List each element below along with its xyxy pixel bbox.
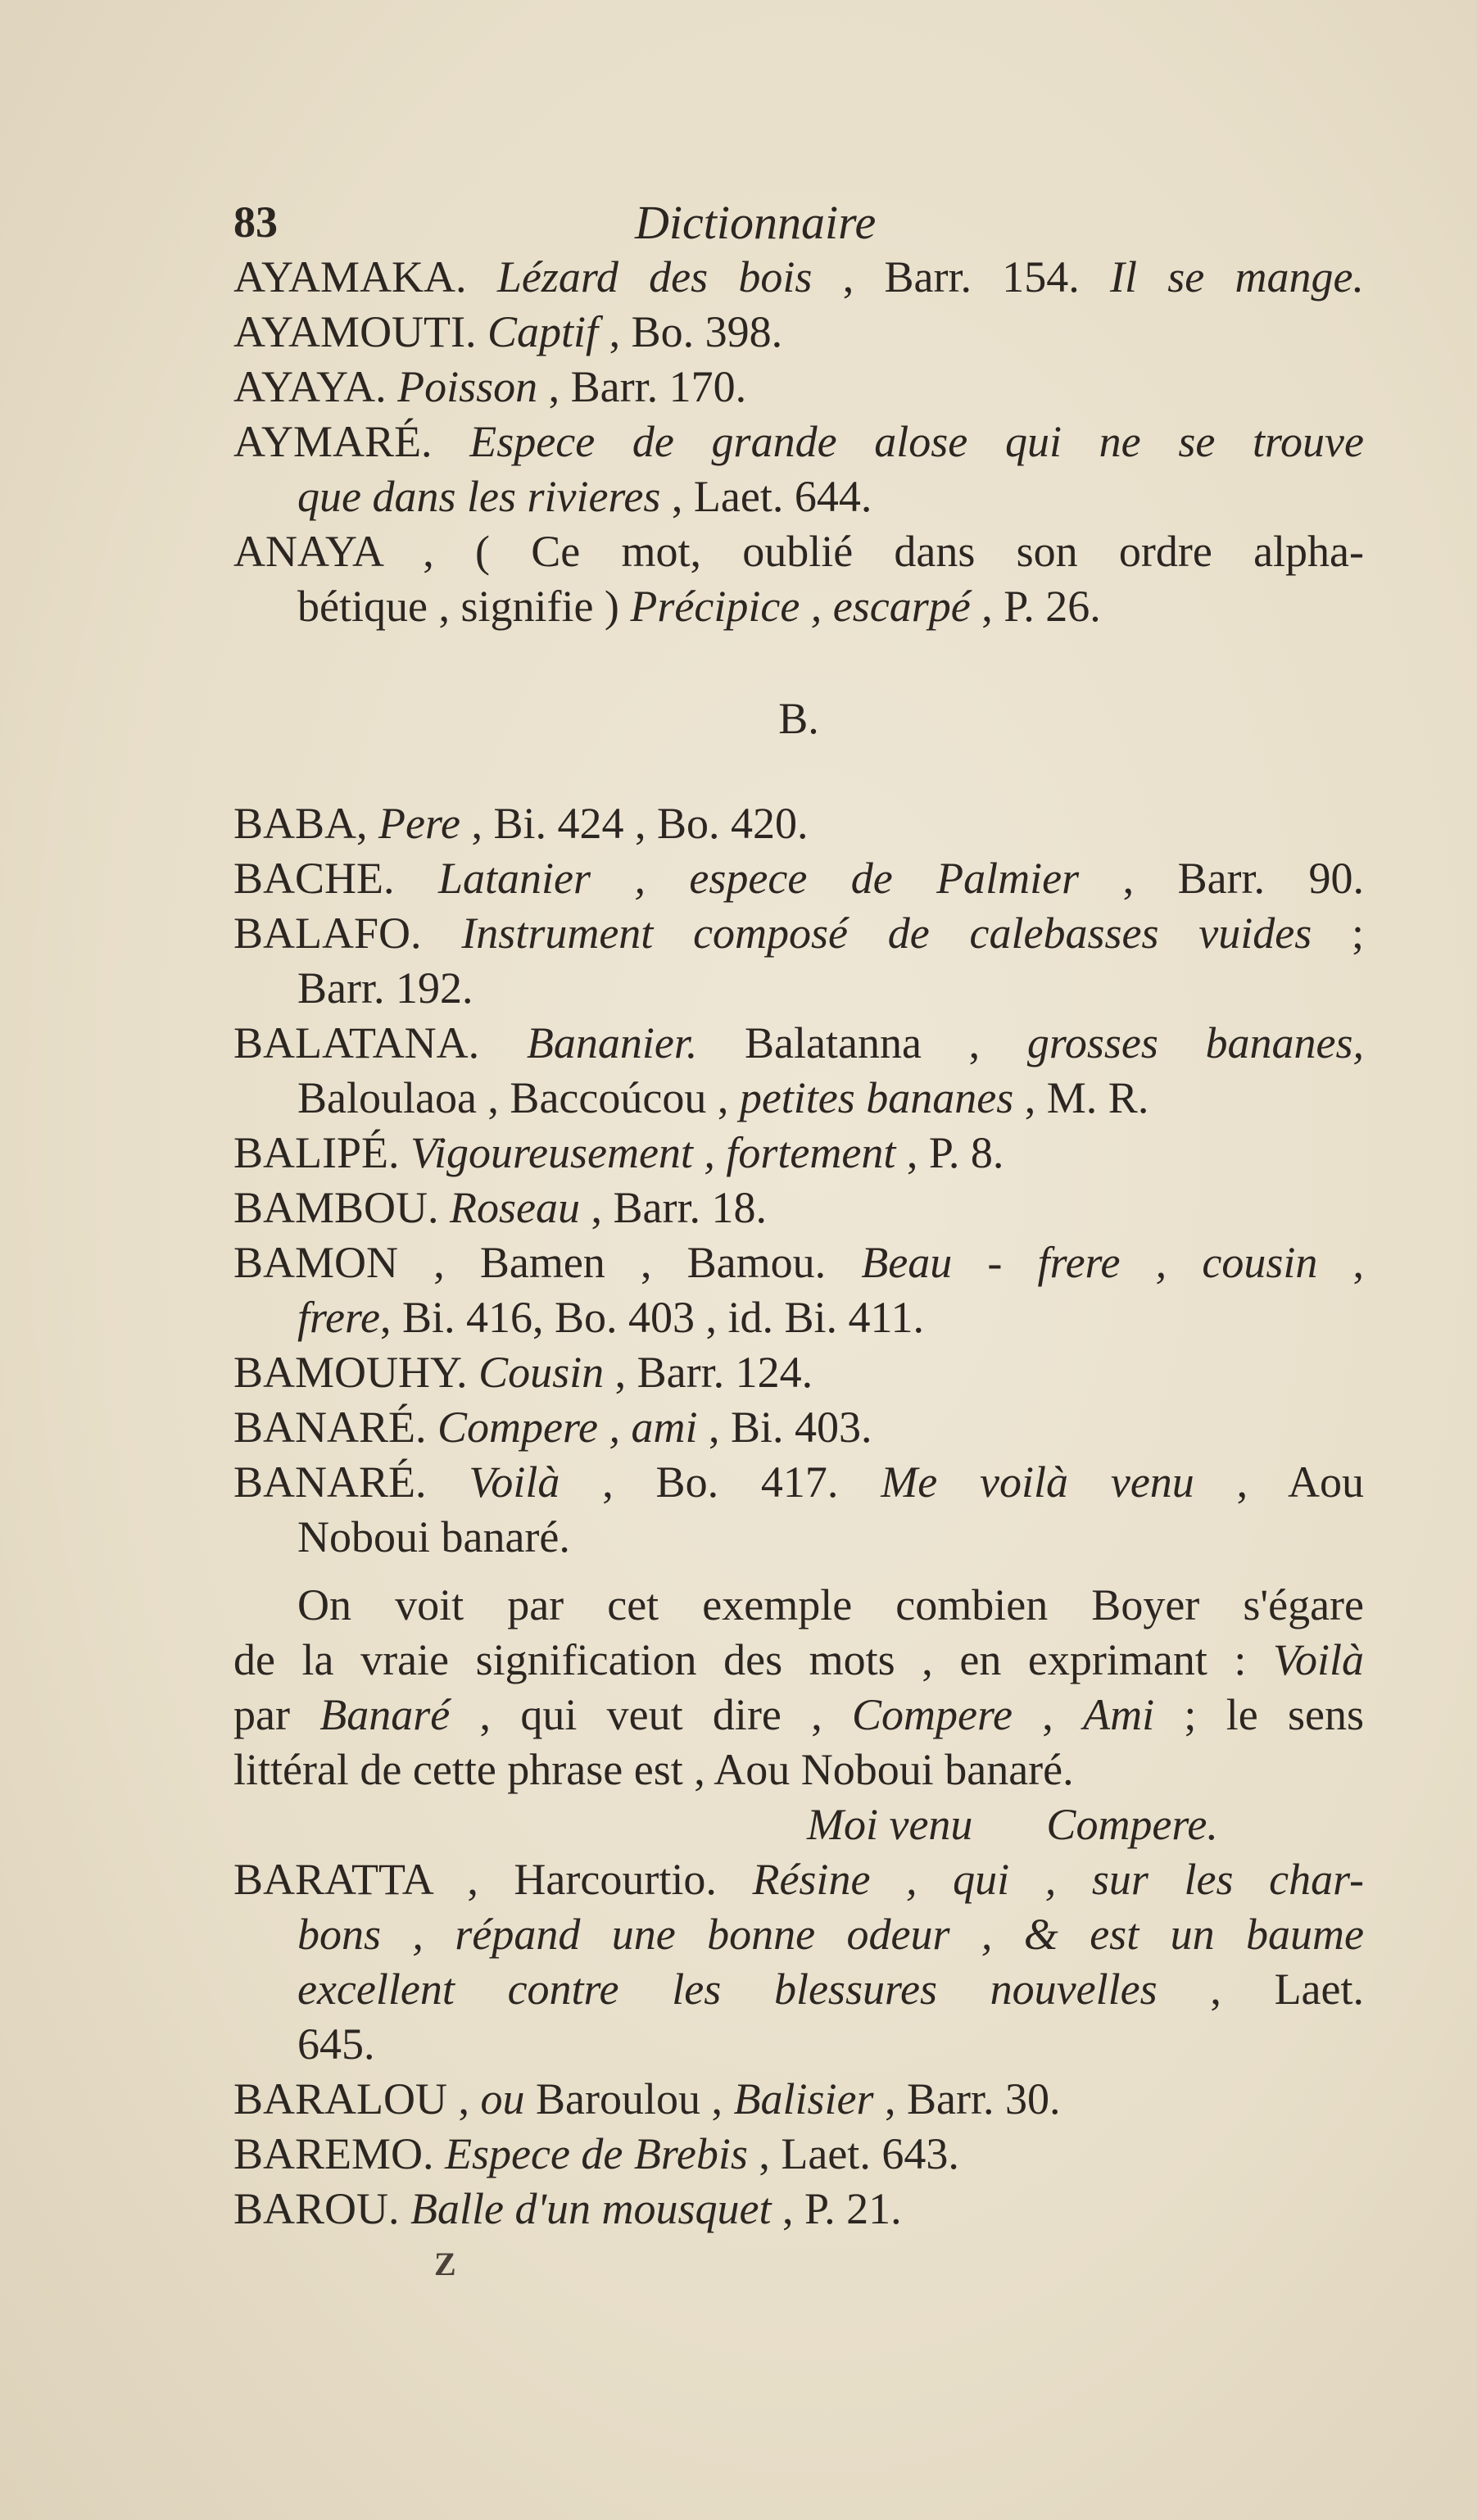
gloss-line (233, 1797, 1364, 1852)
italic-text: Moi venu (807, 1800, 973, 1849)
roman-text: BAMOUHY. (233, 1348, 479, 1397)
entry-line (233, 796, 1364, 851)
italic-text: Balle d'un mousquet (410, 2184, 772, 2233)
printer-signature-mark: Z (434, 2246, 456, 2282)
italic-text: petites bananes (739, 1073, 1014, 1122)
italic-text: grosses bananes, (1026, 1018, 1364, 1067)
italic-text: Voilà (1272, 1635, 1364, 1684)
italic-text: Cousin (478, 1348, 605, 1397)
entry-line (233, 1852, 1364, 1907)
cont-line (233, 469, 1364, 524)
roman-text: On voit par cet exemple combien Boyer s'égare (297, 1580, 1364, 1629)
roman-text: Barr. 192. (297, 963, 473, 1013)
roman-text: ANAYA , ( Ce mot, oublié dans son ordre alpha- (233, 527, 1364, 576)
entry-line (233, 1345, 1364, 1400)
roman-text: , Barr. 154. (812, 252, 1110, 301)
italic-text: Compere (852, 1690, 1013, 1739)
italic-text: bons , répand une bonne odeur , & est un baume (297, 1910, 1364, 1959)
roman-text: Baloulaoa , Baccoúcou , (297, 1073, 740, 1122)
roman-text: , Barr. 170. (537, 362, 747, 411)
roman-text: , P. 21. (771, 2184, 902, 2233)
page-number: 83 (233, 197, 278, 247)
roman-text: AYAYA. (233, 362, 398, 411)
entry-line (233, 250, 1364, 305)
roman-text: ; (1312, 909, 1364, 958)
entry-line (233, 1455, 1364, 1510)
entry-line (233, 851, 1364, 906)
roman-text: Noboui banaré. (297, 1512, 570, 1561)
italic-text: Espece de Brebis (445, 2129, 748, 2178)
italic-text: frere (297, 1293, 380, 1342)
section-heading (233, 691, 1364, 746)
italic-text: Me voilà venu (881, 1457, 1194, 1507)
roman-text: BAMON , Bamen , Bamou. (233, 1238, 862, 1287)
italic-text: ou (480, 2074, 525, 2123)
entry-line (233, 1181, 1364, 1235)
italic-text: Compere , ami (437, 1403, 698, 1452)
italic-text: Lézard des bois (496, 252, 813, 301)
italic-text: Captif (487, 307, 599, 356)
cont-line (233, 1962, 1364, 2017)
cont-line (233, 1510, 1364, 1565)
roman-text: Balatanna , (697, 1018, 1027, 1067)
roman-text: BACHE. (233, 854, 438, 903)
roman-text: BARATTA , Harcourtio. (233, 1855, 753, 1904)
cont-line (233, 1071, 1364, 1126)
cont-line (233, 1907, 1364, 1962)
roman-text: de la vraie signification des mots , en exprimant : (233, 1635, 1273, 1684)
entry-line (233, 1126, 1364, 1181)
roman-text: , Barr. 90. (1079, 854, 1364, 903)
entry-line (233, 524, 1364, 579)
entry-line (233, 2127, 1364, 2182)
italic-text: Roseau (450, 1183, 581, 1232)
roman-text: , qui veut dire , (450, 1690, 853, 1739)
roman-text: , Bo. 398. (598, 307, 783, 356)
italic-text: Instrument composé de calebasses vuides (461, 909, 1312, 958)
italic-text: Pere (378, 799, 460, 848)
roman-text: , Barr. 18. (580, 1183, 767, 1232)
roman-text: , Bi. 424 , Bo. 420. (460, 799, 809, 848)
cont-line (233, 579, 1364, 634)
running-header (233, 195, 1364, 250)
roman-text: , Bi. 416, Bo. 403 , id. Bi. 411. (379, 1293, 925, 1342)
italic-text: Vigoureusement , fortement (410, 1128, 896, 1177)
italic-text: Poisson (397, 362, 538, 411)
italic-text: Résine , qui , sur les char- (752, 1855, 1364, 1904)
roman-text: , Laet. (1157, 1965, 1364, 2014)
italic-text: Balisier (733, 2074, 874, 2123)
roman-text: , Laet. 643. (747, 2129, 959, 2178)
italic-text: Espece de grande alose qui ne se trouve (469, 417, 1364, 466)
roman-text: BALIPÉ. (233, 1128, 410, 1177)
roman-text: 645. (297, 2019, 375, 2069)
roman-text: AYMARÉ. (233, 417, 470, 466)
roman-text: , (1317, 1238, 1365, 1287)
entry-line (233, 2072, 1364, 2127)
entry-line (233, 906, 1364, 961)
italic-text: Compere. (1046, 1800, 1218, 1849)
italic-text: Précipice , escarpé (630, 582, 971, 631)
roman-text: B. (778, 694, 819, 743)
italic-text: excellent contre les blessures nouvelles (297, 1965, 1158, 2014)
roman-text: BANARÉ. (233, 1403, 438, 1452)
italic-text: Latanier , espece de Palmier (437, 854, 1080, 903)
roman-text: , Aou (1194, 1457, 1364, 1507)
book-page (233, 195, 1364, 2237)
roman-text: AYAMAKA. (233, 252, 497, 301)
roman-text: BABA, (233, 799, 379, 848)
entry-line (233, 415, 1364, 469)
dictionary-entries (233, 250, 1364, 2237)
cont-line (233, 1290, 1364, 1345)
roman-text: bétique , signifie ) (297, 582, 631, 631)
entry-line (233, 1400, 1364, 1455)
roman-text: , (1012, 1690, 1084, 1739)
roman-text: par (233, 1690, 320, 1739)
roman-text: , Barr. 30. (873, 2074, 1061, 2123)
italic-text: Ami (1083, 1690, 1155, 1739)
running-title: Dictionnaire (635, 196, 877, 249)
roman-text: , Barr. 124. (604, 1348, 813, 1397)
entry-line (233, 1235, 1364, 1290)
italic-text: Il se mange. (1110, 252, 1364, 301)
roman-text: Baroulou , (524, 2074, 734, 2123)
entry-line (233, 2182, 1364, 2237)
entry-line (233, 1633, 1364, 1688)
italic-text: Beau - frere , cousin (861, 1238, 1318, 1287)
italic-text: que dans les rivieres (297, 472, 661, 521)
entry-line (233, 1016, 1364, 1071)
roman-text: BALATANA. (233, 1018, 527, 1067)
roman-text: littéral de cette phrase est , Aou Noboui banaré. (233, 1745, 1074, 1794)
roman-text: BANARÉ. (233, 1457, 469, 1507)
para-line (233, 1578, 1364, 1633)
entry-line (233, 305, 1364, 360)
italic-text: Banaré (319, 1690, 451, 1739)
roman-text: AYAMOUTI. (233, 307, 488, 356)
roman-text: BAROU. (233, 2184, 411, 2233)
roman-text: , P. 26. (970, 582, 1101, 631)
roman-text: ; le sens (1154, 1690, 1365, 1739)
roman-text: , Bi. 403. (697, 1403, 872, 1452)
roman-text: BARALOU , (233, 2074, 481, 2123)
italic-text: Bananier. (526, 1018, 698, 1067)
entry-line (233, 1743, 1364, 1797)
roman-text: BAREMO. (233, 2129, 446, 2178)
entry-line (233, 360, 1364, 415)
roman-text: , P. 8. (895, 1128, 1004, 1177)
entry-line (233, 1688, 1364, 1743)
roman-text: , Laet. 644. (660, 472, 872, 521)
roman-text: BALAFO. (233, 909, 462, 958)
italic-text: Voilà (469, 1457, 560, 1507)
cont-line (233, 2017, 1364, 2072)
cont-line (233, 961, 1364, 1016)
roman-text: BAMBOU. (233, 1183, 451, 1232)
roman-text: , Bo. 417. (560, 1457, 881, 1507)
roman-text: , M. R. (1013, 1073, 1149, 1122)
